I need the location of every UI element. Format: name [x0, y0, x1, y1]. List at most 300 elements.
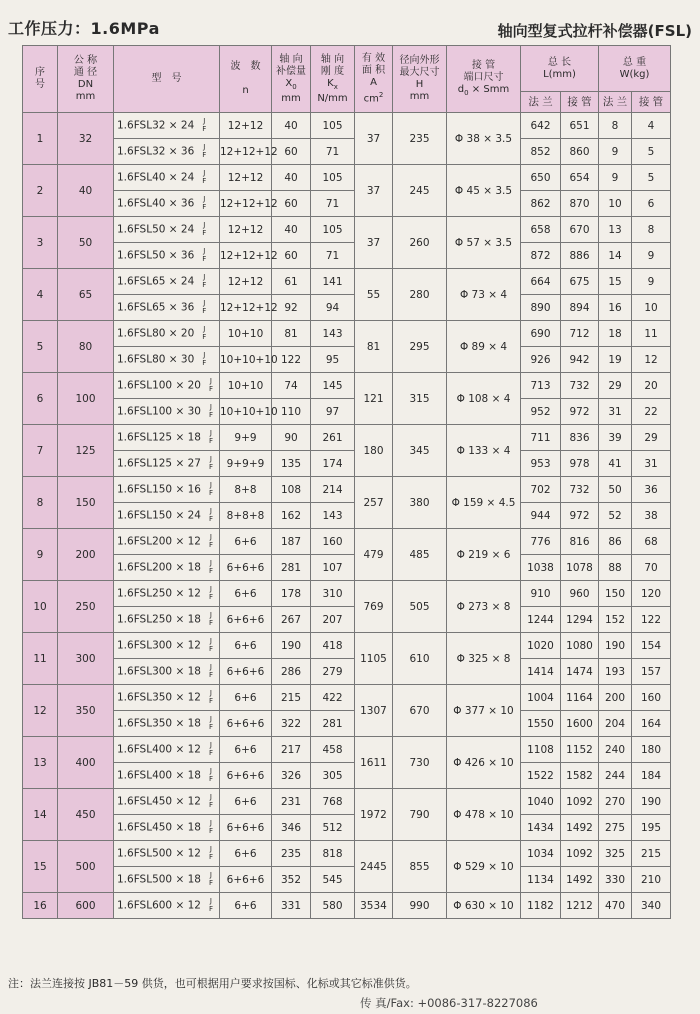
stiffness-cell: 305	[311, 763, 355, 789]
weight-pipe-cell: 29	[632, 425, 671, 451]
col-weight-pipe: 接 管	[632, 92, 671, 113]
model-text: 1.6FSL125 × 18	[117, 431, 201, 444]
radial-cell: 730	[393, 737, 447, 789]
jf-mark: J F	[202, 221, 207, 237]
compensation-cell: 135	[272, 451, 311, 477]
jf-mark: J F	[202, 117, 207, 133]
jf-mark: J F	[208, 897, 213, 913]
area-cell: 37	[355, 165, 393, 217]
length-pipe-cell: 1294	[561, 607, 599, 633]
compensation-cell: 40	[272, 217, 311, 243]
weight-pipe-cell: 5	[632, 139, 671, 165]
compensation-cell: 267	[272, 607, 311, 633]
waves-cell: 6+6	[220, 685, 272, 711]
area-cell: 1611	[355, 737, 393, 789]
weight-flange-cell: 18	[599, 321, 632, 347]
compensation-cell: 40	[272, 165, 311, 191]
weight-flange-cell: 50	[599, 477, 632, 503]
jf-mark: J F	[208, 767, 213, 783]
jf-mark: J F	[208, 507, 213, 523]
col-length-flange: 法 兰	[521, 92, 561, 113]
jf-mark: J F	[208, 819, 213, 835]
weight-pipe-cell: 36	[632, 477, 671, 503]
dn-cell: 50	[58, 217, 114, 269]
model-cell	[114, 373, 220, 399]
weight-pipe-cell: 210	[632, 867, 671, 893]
compensation-cell: 92	[272, 295, 311, 321]
length-pipe-cell: 1080	[561, 633, 599, 659]
model-cell	[114, 815, 220, 841]
model-cell	[114, 893, 220, 919]
weight-flange-cell: 193	[599, 659, 632, 685]
waves-cell: 6+6+6	[220, 763, 272, 789]
compensation-cell: 215	[272, 685, 311, 711]
seq-cell: 6	[23, 373, 58, 425]
model-cell	[114, 503, 220, 529]
col-waves: 波 数 n	[220, 46, 272, 113]
dn-cell: 400	[58, 737, 114, 789]
length-flange-cell: 952	[521, 399, 561, 425]
compensation-cell: 74	[272, 373, 311, 399]
pipe-cell: Φ 73 × 4	[447, 269, 521, 321]
model-text: 1.6FSL125 × 27	[117, 457, 201, 470]
model-text: 1.6FSL400 × 12	[117, 743, 201, 756]
length-pipe-cell: 712	[561, 321, 599, 347]
weight-flange-cell: 10	[599, 191, 632, 217]
table-row	[23, 789, 671, 815]
jf-mark: J F	[202, 195, 207, 211]
stiffness-cell: 94	[311, 295, 355, 321]
weight-flange-cell: 152	[599, 607, 632, 633]
weight-flange-cell: 9	[599, 139, 632, 165]
table-row	[23, 139, 671, 165]
stiffness-cell: 279	[311, 659, 355, 685]
model-text: 1.6FSL32 × 24	[117, 119, 195, 132]
model-cell	[114, 399, 220, 425]
table-row	[23, 503, 671, 529]
radial-cell: 855	[393, 841, 447, 893]
seq-cell: 14	[23, 789, 58, 841]
weight-pipe-cell: 70	[632, 555, 671, 581]
table-row	[23, 529, 671, 555]
model-cell	[114, 737, 220, 763]
weight-flange-cell: 31	[599, 399, 632, 425]
length-flange-cell: 658	[521, 217, 561, 243]
model-cell	[114, 789, 220, 815]
weight-flange-cell: 86	[599, 529, 632, 555]
seq-cell: 2	[23, 165, 58, 217]
stiffness-cell: 512	[311, 815, 355, 841]
length-flange-cell: 1020	[521, 633, 561, 659]
length-pipe-cell: 1092	[561, 841, 599, 867]
table-row	[23, 555, 671, 581]
weight-pipe-cell: 160	[632, 685, 671, 711]
table-row	[23, 165, 671, 191]
model-cell	[114, 113, 220, 139]
jf-mark: J F	[208, 559, 213, 575]
pipe-cell: Φ 45 × 3.5	[447, 165, 521, 217]
jf-mark: J F	[208, 663, 213, 679]
length-pipe-cell: 972	[561, 399, 599, 425]
waves-cell: 6+6	[220, 841, 272, 867]
model-text: 1.6FSL450 × 12	[117, 795, 201, 808]
waves-cell: 6+6	[220, 581, 272, 607]
weight-pipe-cell: 195	[632, 815, 671, 841]
stiffness-cell: 143	[311, 503, 355, 529]
compensation-cell: 40	[272, 113, 311, 139]
pipe-cell: Φ 478 × 10	[447, 789, 521, 841]
model-cell	[114, 243, 220, 269]
compensation-cell: 187	[272, 529, 311, 555]
seq-cell: 8	[23, 477, 58, 529]
stiffness-cell: 71	[311, 139, 355, 165]
dn-cell: 32	[58, 113, 114, 165]
stiffness-cell: 768	[311, 789, 355, 815]
stiffness-cell: 160	[311, 529, 355, 555]
model-cell	[114, 659, 220, 685]
compensation-cell: 60	[272, 191, 311, 217]
length-pipe-cell: 894	[561, 295, 599, 321]
weight-flange-cell: 16	[599, 295, 632, 321]
pipe-cell: Φ 377 × 10	[447, 685, 521, 737]
table-row	[23, 815, 671, 841]
seq-cell: 12	[23, 685, 58, 737]
radial-cell: 245	[393, 165, 447, 217]
weight-flange-cell: 330	[599, 867, 632, 893]
pipe-cell: Φ 38 × 3.5	[447, 113, 521, 165]
weight-pipe-cell: 164	[632, 711, 671, 737]
area-cell: 1105	[355, 633, 393, 685]
model-text: 1.6FSL400 × 18	[117, 769, 201, 782]
radial-cell: 260	[393, 217, 447, 269]
table-row	[23, 269, 671, 295]
area-cell: 2445	[355, 841, 393, 893]
table-row	[23, 685, 671, 711]
length-flange-cell: 1034	[521, 841, 561, 867]
model-cell	[114, 711, 220, 737]
jf-mark: J F	[208, 377, 213, 393]
dn-cell: 450	[58, 789, 114, 841]
length-pipe-cell: 1600	[561, 711, 599, 737]
table-row	[23, 659, 671, 685]
table-row	[23, 763, 671, 789]
area-cell: 479	[355, 529, 393, 581]
pipe-cell: Φ 529 × 10	[447, 841, 521, 893]
radial-cell: 280	[393, 269, 447, 321]
weight-flange-cell: 270	[599, 789, 632, 815]
weight-flange-cell: 190	[599, 633, 632, 659]
length-flange-cell: 1522	[521, 763, 561, 789]
model-text: 1.6FSL80 × 30	[117, 353, 195, 366]
waves-cell: 6+6+6	[220, 555, 272, 581]
col-pipe: 接 管 端口尺寸 $d_0$ × Smm	[447, 46, 521, 113]
length-flange-cell: 926	[521, 347, 561, 373]
table-row	[23, 737, 671, 763]
weight-pipe-cell: 190	[632, 789, 671, 815]
waves-cell: 6+6	[220, 737, 272, 763]
footnote: 注：法兰连接按 JB81－59 供货，也可根据用户要求按国标、化标或其它标准供货。	[8, 977, 417, 990]
length-flange-cell: 650	[521, 165, 561, 191]
length-pipe-cell: 1152	[561, 737, 599, 763]
compensation-cell: 217	[272, 737, 311, 763]
model-cell	[114, 295, 220, 321]
jf-mark: J F	[208, 611, 213, 627]
jf-mark: J F	[202, 247, 207, 263]
stiffness-cell: 214	[311, 477, 355, 503]
col-compensation: 轴 向 补偿量 $X_0$ mm	[272, 46, 311, 113]
model-text: 1.6FSL40 × 24	[117, 171, 195, 184]
length-pipe-cell: 1492	[561, 815, 599, 841]
dn-cell: 300	[58, 633, 114, 685]
compensation-cell: 346	[272, 815, 311, 841]
dn-cell: 40	[58, 165, 114, 217]
compensation-cell: 352	[272, 867, 311, 893]
waves-cell: 6+6+6	[220, 711, 272, 737]
compensation-cell: 60	[272, 243, 311, 269]
jf-mark: J F	[208, 715, 213, 731]
length-flange-cell: 1182	[521, 893, 561, 919]
weight-pipe-cell: 10	[632, 295, 671, 321]
length-flange-cell: 711	[521, 425, 561, 451]
table-row	[23, 867, 671, 893]
jf-mark: J F	[208, 845, 213, 861]
table-row	[23, 711, 671, 737]
compensation-cell: 60	[272, 139, 311, 165]
weight-flange-cell: 275	[599, 815, 632, 841]
pipe-cell: Φ 426 × 10	[447, 737, 521, 789]
pipe-cell: Φ 159 × 4.5	[447, 477, 521, 529]
model-text: 1.6FSL600 × 12	[117, 899, 201, 912]
weight-pipe-cell: 4	[632, 113, 671, 139]
jf-mark: J F	[208, 533, 213, 549]
compensation-cell: 190	[272, 633, 311, 659]
compensation-cell: 286	[272, 659, 311, 685]
area-cell: 3534	[355, 893, 393, 919]
dn-cell: 600	[58, 893, 114, 919]
weight-flange-cell: 13	[599, 217, 632, 243]
table-row	[23, 607, 671, 633]
model-cell	[114, 217, 220, 243]
dn-cell: 350	[58, 685, 114, 737]
length-pipe-cell: 972	[561, 503, 599, 529]
model-cell	[114, 763, 220, 789]
length-flange-cell: 664	[521, 269, 561, 295]
weight-pipe-cell: 31	[632, 451, 671, 477]
length-pipe-cell: 870	[561, 191, 599, 217]
table-row	[23, 425, 671, 451]
waves-cell: 10+10+10	[220, 347, 272, 373]
stiffness-cell: 107	[311, 555, 355, 581]
model-cell	[114, 191, 220, 217]
compensation-cell: 122	[272, 347, 311, 373]
jf-mark: J F	[208, 429, 213, 445]
waves-cell: 12+12+12	[220, 243, 272, 269]
weight-flange-cell: 41	[599, 451, 632, 477]
length-pipe-cell: 654	[561, 165, 599, 191]
length-flange-cell: 862	[521, 191, 561, 217]
col-length: 总 长 L(mm)	[521, 46, 599, 92]
weight-pipe-cell: 340	[632, 893, 671, 919]
jf-mark: J F	[202, 273, 207, 289]
jf-mark: J F	[208, 741, 213, 757]
seq-cell: 5	[23, 321, 58, 373]
waves-cell: 6+6	[220, 633, 272, 659]
table-row	[23, 191, 671, 217]
stiffness-cell: 545	[311, 867, 355, 893]
length-pipe-cell: 836	[561, 425, 599, 451]
dn-cell: 125	[58, 425, 114, 477]
pipe-cell: Φ 273 × 8	[447, 581, 521, 633]
stiffness-cell: 145	[311, 373, 355, 399]
length-pipe-cell: 1492	[561, 867, 599, 893]
radial-cell: 485	[393, 529, 447, 581]
table-row	[23, 295, 671, 321]
waves-cell: 6+6+6	[220, 659, 272, 685]
stiffness-cell: 310	[311, 581, 355, 607]
weight-pipe-cell: 122	[632, 607, 671, 633]
seq-cell: 1	[23, 113, 58, 165]
table-row	[23, 113, 671, 139]
compensation-cell: 178	[272, 581, 311, 607]
stiffness-cell: 580	[311, 893, 355, 919]
stiffness-cell: 71	[311, 243, 355, 269]
length-flange-cell: 872	[521, 243, 561, 269]
seq-cell: 3	[23, 217, 58, 269]
area-cell: 1972	[355, 789, 393, 841]
weight-flange-cell: 39	[599, 425, 632, 451]
stiffness-cell: 207	[311, 607, 355, 633]
stiffness-cell: 143	[311, 321, 355, 347]
seq-cell: 4	[23, 269, 58, 321]
model-text: 1.6FSL65 × 24	[117, 275, 195, 288]
working-pressure: 工作压力：1.6MPa	[8, 19, 160, 38]
length-pipe-cell: 960	[561, 581, 599, 607]
length-flange-cell: 1038	[521, 555, 561, 581]
length-pipe-cell: 651	[561, 113, 599, 139]
model-cell	[114, 165, 220, 191]
model-text: 1.6FSL250 × 18	[117, 613, 201, 626]
weight-flange-cell: 204	[599, 711, 632, 737]
length-flange-cell: 1434	[521, 815, 561, 841]
compensation-cell: 281	[272, 555, 311, 581]
weight-pipe-cell: 180	[632, 737, 671, 763]
model-cell	[114, 841, 220, 867]
length-pipe-cell: 942	[561, 347, 599, 373]
model-text: 1.6FSL500 × 18	[117, 873, 201, 886]
weight-pipe-cell: 68	[632, 529, 671, 555]
model-cell	[114, 425, 220, 451]
radial-cell: 790	[393, 789, 447, 841]
compensation-cell: 235	[272, 841, 311, 867]
weight-pipe-cell: 9	[632, 243, 671, 269]
model-cell	[114, 607, 220, 633]
length-flange-cell: 713	[521, 373, 561, 399]
weight-flange-cell: 19	[599, 347, 632, 373]
pipe-cell: Φ 57 × 3.5	[447, 217, 521, 269]
compensation-cell: 61	[272, 269, 311, 295]
waves-cell: 12+12	[220, 269, 272, 295]
compensation-cell: 90	[272, 425, 311, 451]
length-pipe-cell: 1582	[561, 763, 599, 789]
waves-cell: 6+6+6	[220, 867, 272, 893]
radial-cell: 380	[393, 477, 447, 529]
stiffness-cell: 105	[311, 113, 355, 139]
model-cell	[114, 685, 220, 711]
compensation-cell: 326	[272, 763, 311, 789]
model-text: 1.6FSL100 × 20	[117, 379, 201, 392]
table-row	[23, 373, 671, 399]
table-row	[23, 477, 671, 503]
weight-flange-cell: 88	[599, 555, 632, 581]
waves-cell: 12+12	[220, 113, 272, 139]
waves-cell: 9+9+9	[220, 451, 272, 477]
col-radial: 径向外形 最大尺寸 H mm	[393, 46, 447, 113]
jf-mark: J F	[208, 585, 213, 601]
dn-cell: 100	[58, 373, 114, 425]
waves-cell: 6+6	[220, 529, 272, 555]
radial-cell: 505	[393, 581, 447, 633]
length-flange-cell: 944	[521, 503, 561, 529]
model-text: 1.6FSL200 × 18	[117, 561, 201, 574]
compensation-cell: 231	[272, 789, 311, 815]
length-pipe-cell: 732	[561, 373, 599, 399]
waves-cell: 6+6	[220, 893, 272, 919]
waves-cell: 10+10	[220, 373, 272, 399]
jf-mark: J F	[208, 689, 213, 705]
length-pipe-cell: 675	[561, 269, 599, 295]
weight-flange-cell: 150	[599, 581, 632, 607]
model-text: 1.6FSL50 × 36	[117, 249, 195, 262]
weight-pipe-cell: 8	[632, 217, 671, 243]
weight-flange-cell: 29	[599, 373, 632, 399]
radial-cell: 315	[393, 373, 447, 425]
length-pipe-cell: 1212	[561, 893, 599, 919]
seq-cell: 15	[23, 841, 58, 893]
stiffness-cell: 261	[311, 425, 355, 451]
area-cell: 257	[355, 477, 393, 529]
length-flange-cell: 1550	[521, 711, 561, 737]
col-model: 型 号	[114, 46, 220, 113]
length-pipe-cell: 732	[561, 477, 599, 503]
contact-fax: 传 真/Fax: +0086-317-8227086	[360, 996, 538, 1010]
length-pipe-cell: 1078	[561, 555, 599, 581]
waves-cell: 6+6+6	[220, 607, 272, 633]
compensation-cell: 162	[272, 503, 311, 529]
stiffness-cell: 105	[311, 217, 355, 243]
model-cell	[114, 139, 220, 165]
weight-pipe-cell: 20	[632, 373, 671, 399]
weight-flange-cell: 9	[599, 165, 632, 191]
radial-cell: 990	[393, 893, 447, 919]
weight-flange-cell: 15	[599, 269, 632, 295]
table-row	[23, 243, 671, 269]
dn-cell: 65	[58, 269, 114, 321]
col-weight-flange: 法 兰	[599, 92, 632, 113]
model-cell	[114, 867, 220, 893]
area-cell: 121	[355, 373, 393, 425]
model-text: 1.6FSL350 × 18	[117, 717, 201, 730]
length-flange-cell: 890	[521, 295, 561, 321]
table-row	[23, 633, 671, 659]
length-pipe-cell: 978	[561, 451, 599, 477]
area-cell: 55	[355, 269, 393, 321]
dn-cell: 80	[58, 321, 114, 373]
waves-cell: 8+8+8	[220, 503, 272, 529]
pipe-cell: Φ 108 × 4	[447, 373, 521, 425]
waves-cell: 12+12+12	[220, 295, 272, 321]
dn-cell: 150	[58, 477, 114, 529]
seq-cell: 13	[23, 737, 58, 789]
